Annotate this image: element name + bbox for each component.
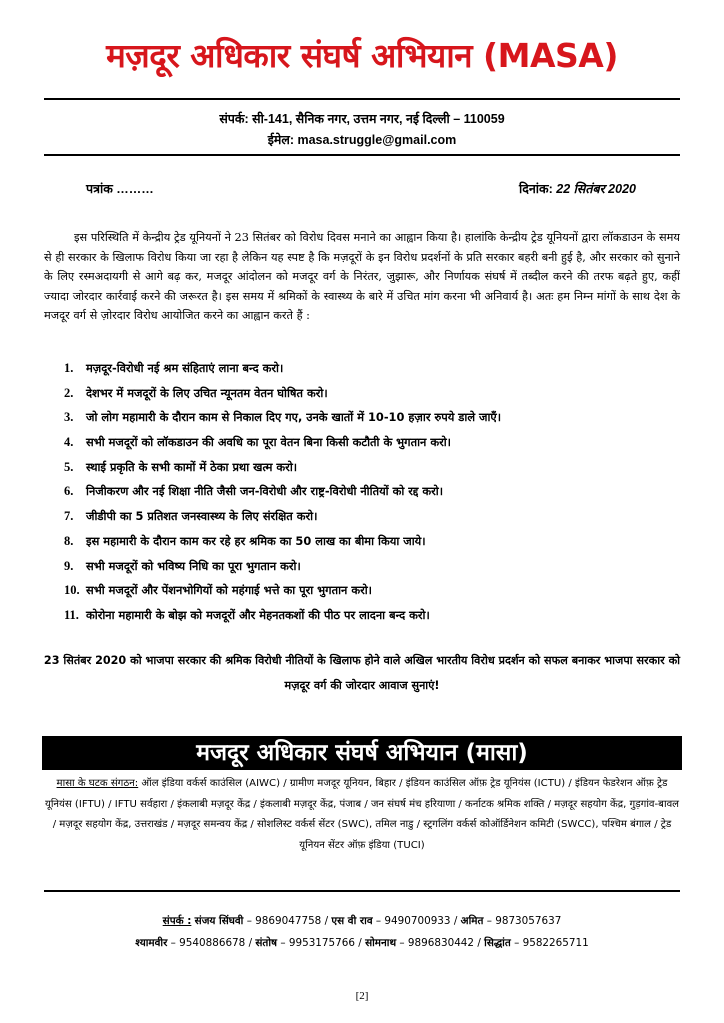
contacts-line-1: संपर्क : संजय सिंघवी – 9869047758 / एस वी राव – 9490700933 / अमित – 9873057637 xyxy=(162,915,562,927)
demand-number: 1. xyxy=(64,361,74,375)
demand-number: 4. xyxy=(64,435,74,450)
contact-name: एस वी राव xyxy=(331,915,373,927)
demand-number: 11. xyxy=(64,607,79,622)
demand-text: निजीकरण और नई शिक्षा नीति जैसी जन-विरोधी और राष्ट्र-विरोधी नीतियों को रद्द करो। xyxy=(86,484,444,499)
demand-text: सभी मजदूरों और पेंशनभोगियों को महंगाई भत्ते का पूरा भुगतान करो। xyxy=(86,583,372,598)
contact-name: सोमनाथ xyxy=(365,937,397,949)
demand-item xyxy=(64,479,684,504)
demand-text: जीडीपी का 5 प्रतिशत जनस्वास्थ्य के लिए संरक्षित करो। xyxy=(86,509,318,524)
demand-number: 7. xyxy=(64,509,74,524)
date-label: दिनांक: xyxy=(518,182,553,196)
members-list: ऑल इंडिया वर्कर्स काउंसिल (AIWC) / ग्रामीण मजदूर यूनियन, बिहार / इंडियन काउंसिल ऑफ़ ट्रेड यूनियंस (ICTU) / इंडियन फेडरेशन ऑफ़ ट्रेड यूनियंस (IFTU) / IFTU सर्वहारा / इंकलाबी मज़दूर केंद्र / इंकलाबी मज़दूर केंद्र, पंजाब / जन संघर्ष मंच हरियाणा / कर्नाटक श्रमिक शक्ति / मज़दूर सहयोग केंद्र, गुड़गांव-बावल / मज़दूर सहयोग केंद्र, उत्तराखंड / मज़दूर समन्वय केंद्र / सोशलिस्ट वर्कर्स सेंटर (SWC), तमिल नाडु / स्ट्रगलिंग वर्कर्स कोऑर्डिनेशन कमिटी (SWCC), पश्चिम बंगाल / ट्रेड यूनियन सेंटर ऑफ़ इंडिया (TUCI) xyxy=(44,778,680,851)
demands-list xyxy=(64,356,684,628)
contact-phone: – 9953175766 xyxy=(280,937,355,949)
page-number: [2] xyxy=(355,990,369,1002)
demand-item xyxy=(64,529,684,554)
contact-phone: – 9896830442 xyxy=(399,937,475,949)
contacts-line-2: श्यामवीर – 9540886678 / संतोष – 9953175766 / सोमनाथ – 9896830442 / सिद्धांत – 9582265711 xyxy=(135,937,589,949)
demand-text: मज़दूर-विरोधी नई श्रम संहिताएं लाना बन्द करो। xyxy=(86,361,284,375)
demand-item xyxy=(64,504,684,529)
demand-text: सभी मजदूरों को लॉकडाउन की अवधि का पूरा वेतन बिना किसी कटौती के भुगतान करो। xyxy=(86,435,452,450)
demand-number: 2. xyxy=(64,385,74,400)
contacts-label: संपर्क : xyxy=(162,915,192,927)
member-organisations xyxy=(44,774,680,856)
demand-text: देशभर में मजदूरों के लिए उचित न्यूनतम वेतन घोषित करो। xyxy=(86,385,328,400)
demand-item xyxy=(64,381,684,406)
contact-name: संतोष xyxy=(255,937,278,949)
demand-number: 9. xyxy=(64,558,74,573)
contact-phone: – 9540886678 xyxy=(170,937,246,949)
date-value: 22 सितंबर 2020 xyxy=(556,182,636,196)
demand-text: स्थाई प्रकृति के सभी कामों में ठेका प्रथा खत्म करो। xyxy=(86,459,298,474)
email-line: ईमेल: masa.struggle@gmail.com xyxy=(267,133,457,147)
demand-number: 3. xyxy=(64,410,74,425)
demand-item xyxy=(64,554,684,579)
footer-divider xyxy=(44,890,680,892)
appeal-text: 23 सितंबर 2020 को भाजपा सरकार की श्रमिक विरोधी नीतियों के खिलाफ होने वाले अखिल भारतीय विरोध प्रदर्शन को सफल बनाकर भाजपा सरकार को मज़दूर वर्ग की जोरदार आवाज सुनाएं! xyxy=(43,654,681,692)
contact-name: अमित xyxy=(460,915,484,927)
demand-text: सभी मजदूरों को भविष्य निधि का पूरा भुगतान करो। xyxy=(86,558,301,573)
contact-name: श्यामवीर xyxy=(135,937,168,949)
demand-item xyxy=(64,430,684,455)
demand-item xyxy=(64,405,684,430)
demand-text: इस महामारी के दौरान काम कर रहे हर श्रमिक का 50 लाख का बीमा किया जाये। xyxy=(86,533,426,548)
reference-number: पत्रांक ……… xyxy=(86,182,154,196)
intro-paragraph: इस परिस्थिति में केन्द्रीय ट्रेड यूनियनों ने 23 सितंबर को विरोध दिवस मनाने का आह्वान किया है। हालांकि केन्द्रीय ट्रेड यूनियनों द्वारा लॉकडाउन के समय से ही सरकार के खिलाफ विरोध किया जा रहा है लेकिन यह स्पष्ट है कि मज़दूरों के इन विरोध प्रदर्शनों के प्रति सरकार बहरी बनी हुई है, और सरकार को सुनाने के लिए रस्मअदायगी से आगे बढ़ कर, मजदूर आंदोलन को मजदूर वर्ग के निरंतर, जुझारू, और निर्णायक संघर्ष में तब्दील करने की तरफ बढ़ते हुए, कहीं ज्यादा जोरदार कार्रवाई करने की जरूरत है। इस समय में श्रमिकों के स्वास्थ्य के बारे में उचित मांग करना भी अनिवार्य है। अतः हम निम्न मांगों के साथ देश के मजदूर वर्ग से ज़ोरदार विरोध आयोजित करने का आह्वान करते हैं : xyxy=(44,231,680,322)
contact-phone: – 9873057637 xyxy=(486,915,562,927)
letter-date xyxy=(519,180,636,197)
address-line: संपर्क: सी-141, सैनिक नगर, उत्तम नगर, नई दिल्ली – 110059 xyxy=(219,112,505,126)
contact-phone: – 9869047758 xyxy=(246,915,322,927)
demand-text: जो लोग महामारी के दौरान काम से निकाल दिए गए, उनके खातों में 10-10 हज़ार रुपये डाले जाएँ। xyxy=(86,410,502,425)
demand-number: 5. xyxy=(64,459,74,474)
demand-number: 6. xyxy=(64,484,74,499)
masa-banner: मजदूर अधिकार संघर्ष अभियान (मासा) xyxy=(42,736,682,770)
contact-phone: – 9490700933 xyxy=(375,915,451,927)
demand-item xyxy=(64,356,684,381)
members-label: मासा के घटक संगठन: xyxy=(56,778,139,789)
demand-item xyxy=(64,578,684,603)
contact-name: संजय सिंघवी xyxy=(194,915,244,927)
demand-number: 8. xyxy=(64,533,74,548)
demand-number: 10. xyxy=(64,583,80,598)
page-title: मज़दूर अधिकार संघर्ष अभियान (MASA) xyxy=(106,36,618,75)
demand-text: कोरोना महामारी के बोझ को मजदूरों और मेहनतकशों की पीठ पर लादना बन्द करो। xyxy=(86,607,430,622)
contact-divider xyxy=(44,154,680,156)
header-divider xyxy=(44,98,680,100)
demand-item xyxy=(64,603,684,628)
contact-phone: – 9582265711 xyxy=(514,937,589,949)
demand-item xyxy=(64,455,684,480)
contact-name: सिद्धांत xyxy=(484,937,511,949)
